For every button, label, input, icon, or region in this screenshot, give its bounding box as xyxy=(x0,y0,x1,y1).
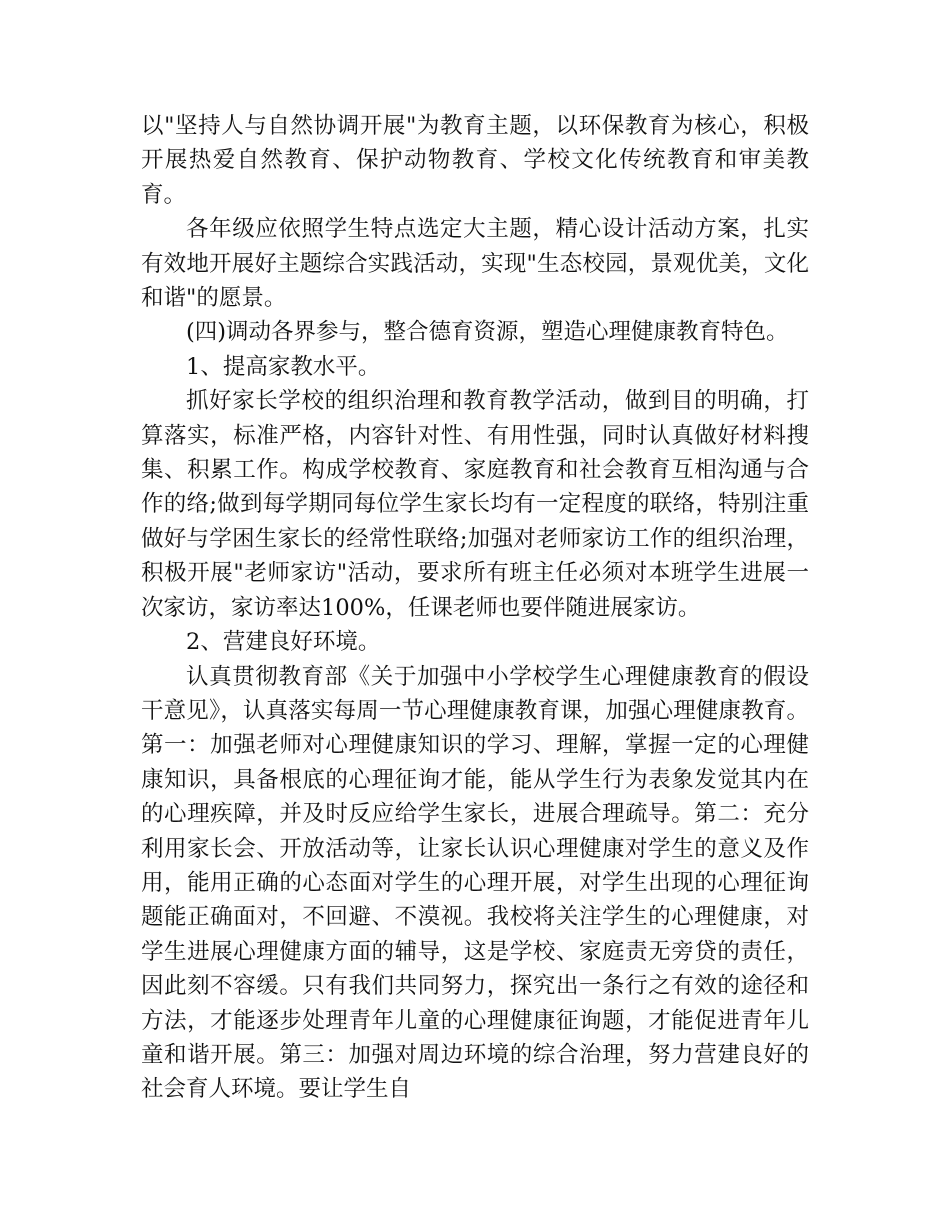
paragraph-mental-health: 认真贯彻教育部《关于加强中小学校学生心理健康教育的假设干意见》，认真落实每周一节心理健康教育课，加强心理健康教育。第一：加强老师对心理健康知识的学习、理解，掌握一定的心理健康知识，具备根底的心理征询才能，能从学生行为表象发觉其内在的心理疾障，并及时反应给学生家长，进展合理疏导。第二：充分利用家长会、开放活动等，让家长认识心理健康对学生的意义及作用，能用正确的心态面对学生的心理开展，对学生出现的心理征询题能正确面对，不回避、不漠视。我校将关注学生的心理健康，对学生进展心理健康方面的辅导，这是学校、家庭责无旁贷的责任，因此刻不容缓。只有我们共同努力，探究出一条行之有效的途径和方法，才能逐步处理青年儿童的心理健康征询题，才能促进青年儿童和谐开展。第三：加强对周边环境的综合治理，努力营建良好的社会育人环境。要让学生自 xyxy=(141,663,809,1103)
paragraph-2: 各年级应依照学生特点选定大主题，精心设计活动方案，扎实有效地开展好主题综合实践活动，实现"生态校园，景观优美，文化和谐"的愿景。 xyxy=(141,216,809,312)
section-heading-4: (四)调动各界参与，整合德育资源，塑造心理健康教育特色。 xyxy=(186,319,789,346)
subheading-1: 1、提高家教水平。 xyxy=(186,353,381,380)
paragraph-1: 以"坚持人与自然协调开展"为教育主题，以环保教育为核心，积极开展热爱自然教育、保护动物教育、学校文化传统教育和审美教育。 xyxy=(141,113,809,208)
subheading-2: 2、营建良好环境。 xyxy=(186,629,381,656)
document-body xyxy=(141,109,809,1107)
paragraph-parent-school: 抓好家长学校的组织治理和教育教学活动，做到目的明确，打算落实，标准严格，内容针对性、有用性强，同时认真做好材料搜集、积累工作。构成学校教育、家庭教育和社会教育互相沟通与合作的络;做到每学期同每位学生家长均有一定程度的联络，特别注重做好与学困生家长的经常性联络;加强对老师家访工作的组织治理，积极开展"老师家访"活动，要求所有班主任必须对本班学生进展一次家访，家访率达100%，任课老师也要伴随进展家访。 xyxy=(141,388,809,621)
